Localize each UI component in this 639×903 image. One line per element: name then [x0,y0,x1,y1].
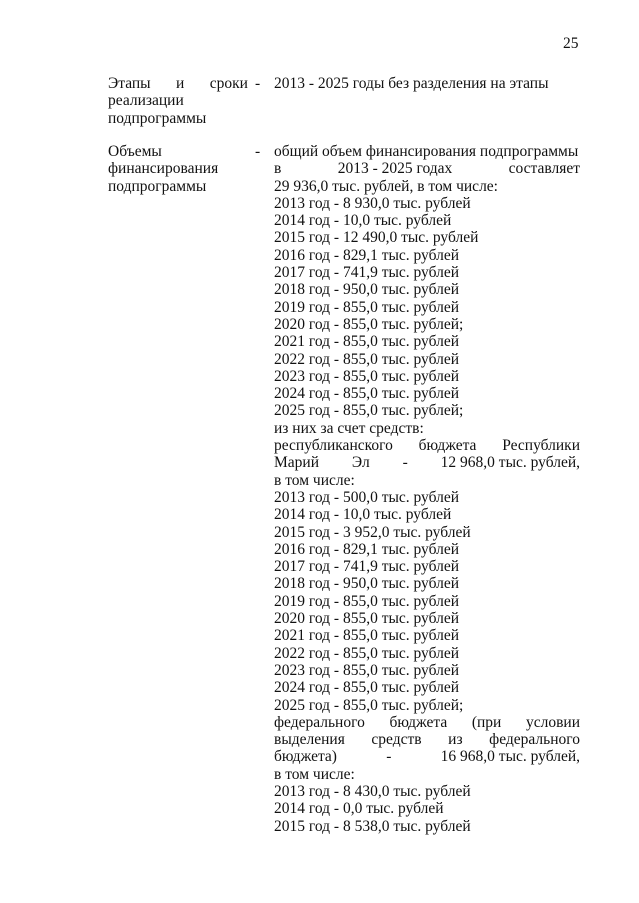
financing-dash: - [255,143,261,160]
financing-intro-line-3: 29 936,0 тыс. рублей, в том числе: [274,177,498,195]
list-item: 2014 год - 10,0 тыс. рублей [274,212,452,230]
federal-line-4: в том числе: [274,765,355,783]
list-item: 2021 год - 855,0 тыс. рублей [274,333,460,351]
list-item: 2013 год - 500,0 тыс. рублей [274,488,460,506]
list-item: 2024 год - 855,0 тыс. рублей [274,385,460,403]
stages-label: Этапы и сроки реализации подпрограммы [108,75,248,127]
total-by-year-list [274,195,580,420]
stages-dash: - [255,75,261,92]
list-item: 2023 год - 855,0 тыс. рублей [274,661,460,679]
list-item: 2024 год - 855,0 тыс. рублей [274,679,460,697]
list-item: 2016 год - 829,1 тыс. рублей [274,246,460,264]
list-item: 2013 год - 8 430,0 тыс. рублей [274,782,471,800]
list-item: 2019 год - 855,0 тыс. рублей [274,298,460,316]
list-item: 2017 год - 741,9 тыс. рублей [274,264,460,282]
list-item: 2014 год - 10,0 тыс. рублей [274,506,452,524]
list-item: 2019 год - 855,0 тыс. рублей [274,592,460,610]
list-item: 2013 год - 8 930,0 тыс. рублей [274,194,471,212]
list-item: 2022 год - 855,0 тыс. рублей [274,644,460,662]
list-item: 2020 год - 855,0 тыс. рублей; [274,315,464,333]
republican-line-3: в том числе: [274,471,355,489]
republican-line-1: республиканского бюджета Республики [274,437,580,455]
list-item: 2021 год - 855,0 тыс. рублей [274,627,460,645]
stages-value: 2013 - 2025 годы без разделения на этапы [274,75,549,92]
list-item: 2025 год - 855,0 тыс. рублей; [274,696,464,714]
list-item: 2018 год - 950,0 тыс. рублей [274,281,460,299]
republican-line-2: Марий Эл - 12 968,0 тыс. рублей, [274,454,580,472]
sources-intro: из них за счет средств: [274,419,424,437]
stages-label-line-1: Этапы и сроки [108,75,248,92]
federal-by-year-list [274,783,580,835]
list-item: 2023 год - 855,0 тыс. рублей [274,367,460,385]
list-item: 2014 год - 0,0 тыс. рублей [274,800,444,818]
list-item: 2015 год - 8 538,0 тыс. рублей [274,817,471,835]
financing-intro-line-2: в 2013 - 2025 годах составляет [274,160,580,178]
list-item: 2015 год - 12 490,0 тыс. рублей [274,229,479,247]
page-number: 25 [563,35,579,52]
list-item: 2018 год - 950,0 тыс. рублей [274,575,460,593]
financing-label: Объемы финансирования подпрограммы [108,143,219,195]
list-item: 2022 год - 855,0 тыс. рублей [274,350,460,368]
list-item: 2015 год - 3 952,0 тыс. рублей [274,523,471,541]
list-item: 2020 год - 855,0 тыс. рублей [274,610,460,628]
federal-line-2: выделения средств из федерального [274,731,580,749]
list-item: 2016 год - 829,1 тыс. рублей [274,540,460,558]
federal-line-1: федерального бюджета (при условии [274,713,580,731]
financing-intro-line-1: общий объем финансирования подпрограммы [274,143,579,160]
financing-content [274,143,580,835]
list-item: 2017 год - 741,9 тыс. рублей [274,558,460,576]
republican-by-year-list [274,489,580,714]
list-item: 2025 год - 855,0 тыс. рублей; [274,402,464,420]
federal-line-3: бюджета) - 16 968,0 тыс. рублей, [274,748,580,766]
